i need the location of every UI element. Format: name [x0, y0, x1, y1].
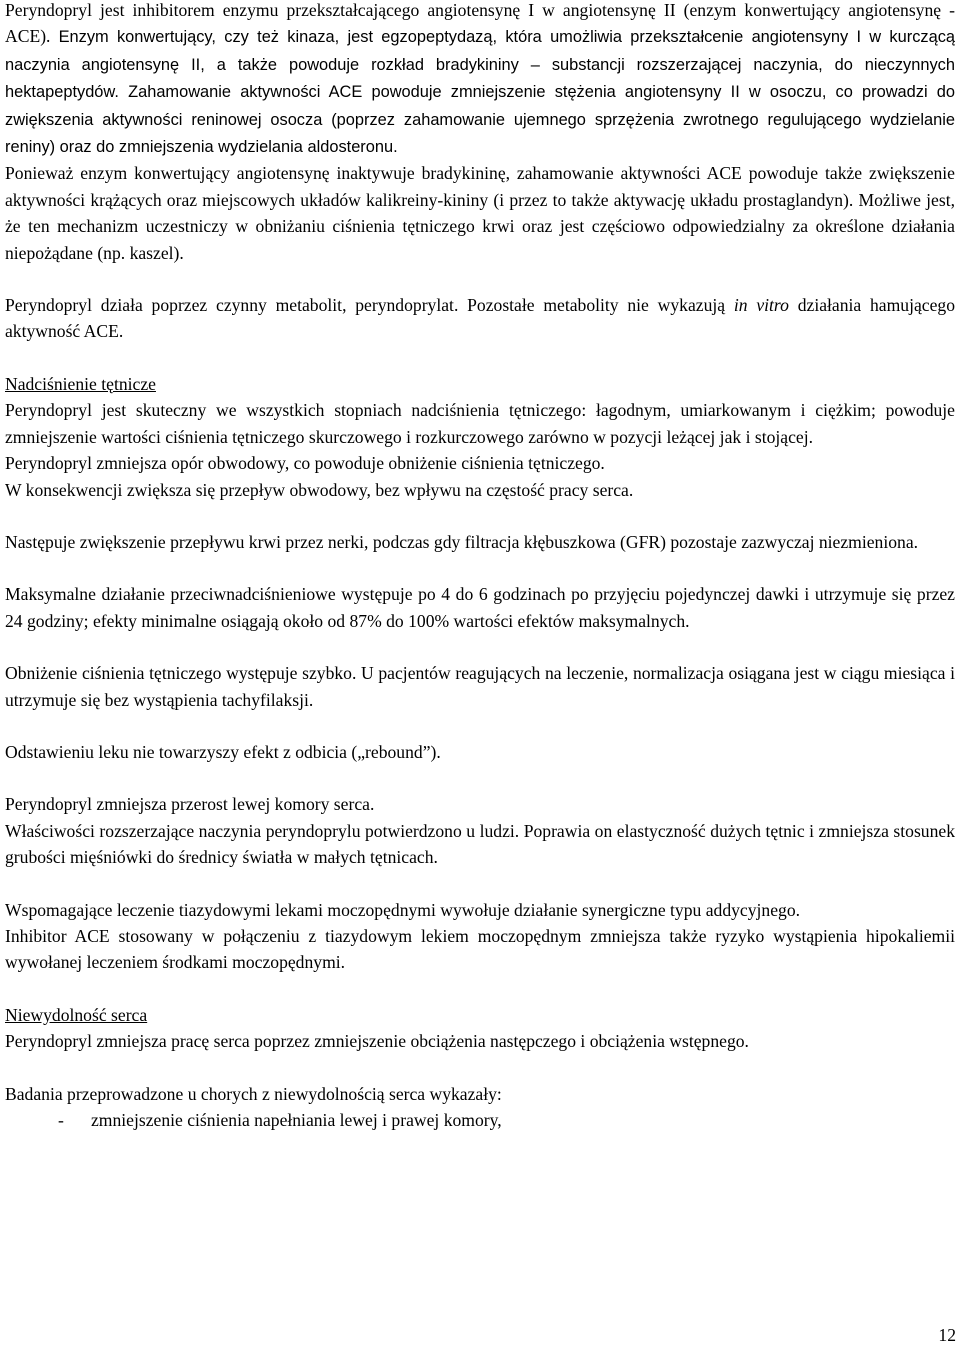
intro-sentence-3: Zahamowanie aktywności ACE powoduje zmniejszenie stężenia angiotensyny II w osoczu, co prowadzi do zwiększenia aktywności reninowej osocza (poprzez zahamowanie ujemnego sprzężenia zwrotnego regulującego wydzielanie reniny) oraz do zmniejszenia wydzielania aldosteronu.	[5, 83, 955, 157]
metabolite-paragraph	[5, 292, 955, 345]
heart-failure-paragraph-2: Badania przeprowadzone u chorych z niewydolnością serca wykazały:	[5, 1083, 502, 1104]
hypertension-paragraph-3: W konsekwencji zwiększa się przepływ obwodowy, bez wpływu na częstość pracy serca.	[5, 479, 634, 500]
intro-sentence-1: Peryndopryl jest inhibitorem enzymu przekształcającego angiotensynę I w angiotensynę II (enzym konwertujący angiotensynę - ACE).	[5, 0, 955, 47]
diuretic-paragraph-2: Inhibitor ACE stosowany w połączeniu z tiazydowym lekiem moczopędnym zmniejsza także ryzyko wystąpienia hipokaliemii wywołanej leczeniem środkami moczopędnymi.	[5, 925, 955, 973]
page-number: 12	[938, 1325, 956, 1345]
heading-hypertension: Nadciśnienie tętnicze	[5, 373, 156, 394]
metabolite-text-after: działania hamującego aktywność ACE.	[5, 295, 955, 342]
document-page	[5, 0, 955, 1133]
metabolite-text-before: Peryndopryl działa poprzez czynny metabolit, peryndoprylat. Pozostałe metabolity nie wykazują	[5, 295, 734, 316]
heart-failure-paragraph-1: Peryndopryl zmniejsza pracę serca poprzez zmniejszenie obciążenia następczego i obciążenia wstępnego.	[5, 1031, 749, 1052]
onset-paragraph: Obniżenie ciśnienia tętniczego występuje szybko. U pacjentów reagujących na leczenie, normalizacja osiągana jest w ciągu miesiąca i utrzymuje się bez wystąpienia tachyfilaksji.	[5, 663, 955, 710]
bradykinin-paragraph: Ponieważ enzym konwertujący angiotensynę inaktywuje bradykininę, zahamowanie aktywności ACE powoduje także zwiększenie aktywności krążących oraz miejscowych układów kalikreiny-kininy (i przez to także aktywację układu prostaglandyn). Możliwe jest, że ten mechanizm uczestniczy w obniżaniu ciśnienia tętniczego krwi oraz jest częściowo odpowiedzialny za określone działania niepożądane (np. kaszel).	[5, 163, 955, 263]
max-effect-paragraph: Maksymalne działanie przeciwnadciśnieniowe występuje po 4 do 6 godzinach po przyjęciu pojedynczej dawki i utrzymuje się przez 24 godziny; efekty minimalne osiągają około od 87% do 100% wartości efektów maksymalnych.	[5, 584, 955, 631]
diuretic-paragraph-1: Wspomagające leczenie tiazydowymi lekami moczopędnymi wywołuje działanie synergiczne typu addycyjnego.	[5, 899, 801, 920]
hypertension-paragraph-1: Peryndopryl jest skuteczny we wszystkich stopniach nadciśnienia tętniczego: łagodnym, umiarkowanym i ciężkim; powoduje zmniejszenie wartości ciśnienia tętniczego skurczowego i rozkurczowego zarówno w pozycji leżącej jak i stojącej.	[5, 400, 955, 447]
intro-paragraph	[5, 0, 955, 160]
list-bullet: -	[58, 1110, 64, 1130]
lvh-paragraph-2: Właściwości rozszerzające naczynia peryndoprylu potwierdzono u ludzi. Poprawia on elastyczność dużych tętnic i zmniejsza stosunek grubości mięśniówki do średnicy światła w małych tętnicach.	[5, 820, 955, 868]
list-item-text: zmniejszenie ciśnienia napełniania lewej i prawej komory,	[91, 1110, 502, 1130]
metabolite-italic: in vitro	[733, 295, 789, 316]
heading-heart-failure: Niewydolność serca	[5, 1004, 148, 1025]
intro-sentence-2: Enzym konwertujący, czy też kinaza, jest egzopeptydazą, która umożliwia przekształcenie angiotensyny I w kurczącą naczynia angiotensynę II, a także powoduje rozkład bradykininy – substancji rozszerzającej naczynia, do nieczynnych hektapeptydów.	[5, 28, 956, 102]
lvh-paragraph-1: Peryndopryl zmniejsza przerost lewej komory serca.	[5, 794, 375, 815]
list-item	[5, 1107, 955, 1133]
hypertension-paragraph-2: Peryndopryl zmniejsza opór obwodowy, co powoduje obniżenie ciśnienia tętniczego.	[5, 453, 605, 474]
renal-flow-paragraph: Następuje zwiększenie przepływu krwi przez nerki, podczas gdy filtracja kłębuszkowa (GFR) pozostaje zazwyczaj niezmieniona.	[5, 531, 919, 552]
rebound-paragraph: Odstawieniu leku nie towarzyszy efekt z odbicia („rebound”).	[5, 741, 441, 762]
